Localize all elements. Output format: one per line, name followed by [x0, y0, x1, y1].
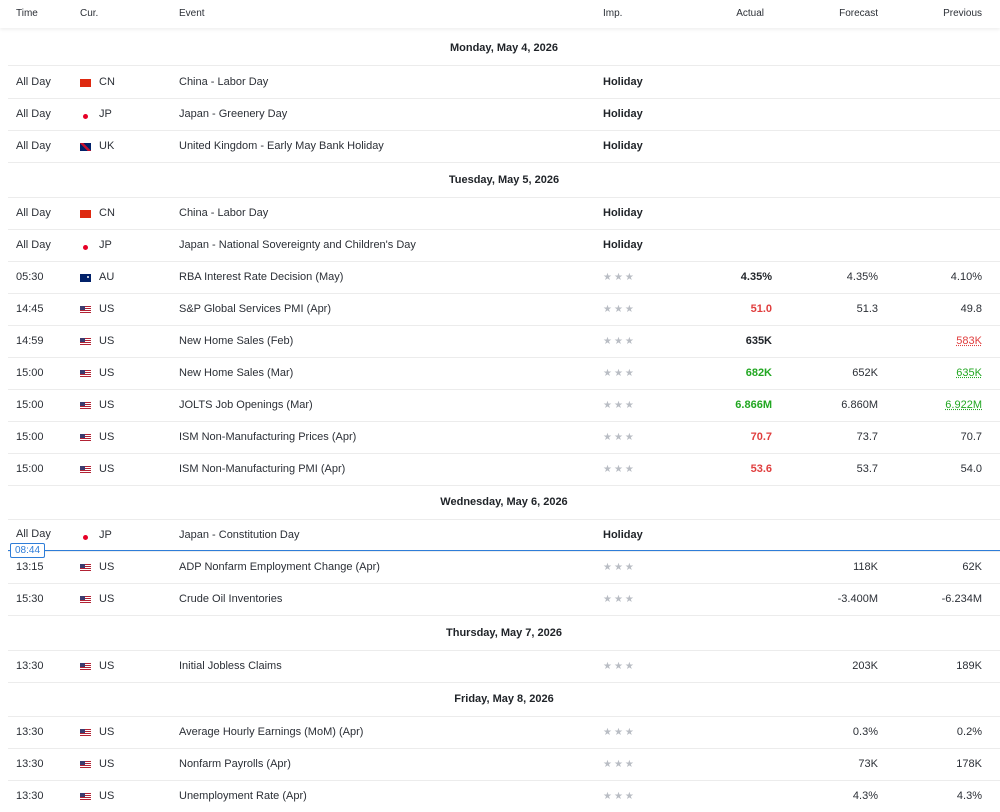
- table-row[interactable]: [8, 229, 1000, 262]
- table-row[interactable]: [8, 583, 1000, 616]
- event-currency: CN: [99, 207, 115, 219]
- event-name[interactable]: Japan - National Sovereignty and Children's Day: [179, 239, 416, 251]
- table-row[interactable]: [8, 293, 1000, 326]
- event-time: All Day: [16, 140, 51, 152]
- event-currency: CN: [99, 76, 115, 88]
- event-currency: US: [99, 660, 115, 672]
- event-previous: -6.234M: [941, 593, 982, 605]
- importance-stars-icon: ★★★: [603, 661, 636, 672]
- event-previous: 4.10%: [950, 271, 982, 283]
- flag-us-icon: [80, 662, 91, 675]
- event-forecast: 53.7: [856, 463, 878, 475]
- event-previous: 70.7: [960, 431, 982, 443]
- event-time: All Day: [16, 207, 51, 219]
- event-actual: 51.0: [750, 303, 772, 315]
- event-previous: 49.8: [960, 303, 982, 315]
- flag-us-icon: [80, 595, 91, 608]
- date-header: [8, 682, 1000, 717]
- flag-jp-icon: [80, 531, 88, 544]
- event-time: All Day: [16, 76, 51, 88]
- flag-au-icon: [80, 273, 91, 286]
- event-previous-revised[interactable]: 6.922M: [945, 399, 982, 411]
- event-name[interactable]: New Home Sales (Mar): [179, 367, 294, 379]
- event-previous-revised[interactable]: 635K: [956, 367, 982, 379]
- event-forecast: 4.3%: [852, 790, 878, 802]
- table-row[interactable]: [8, 519, 1000, 552]
- event-name[interactable]: China - Labor Day: [179, 207, 269, 219]
- table-row[interactable]: [8, 130, 1000, 163]
- event-name[interactable]: Japan - Greenery Day: [179, 108, 288, 120]
- importance-stars-icon: ★★★: [603, 791, 636, 802]
- event-forecast: 73K: [858, 758, 878, 770]
- event-time: 05:30: [16, 271, 44, 283]
- date-header: [8, 31, 1000, 66]
- event-importance: Holiday: [603, 207, 643, 219]
- event-currency: US: [99, 758, 115, 770]
- flag-us-icon: [80, 337, 91, 350]
- table-row[interactable]: [8, 98, 1000, 131]
- importance-stars-icon: ★★★: [603, 272, 636, 283]
- header-previous[interactable]: Previous: [943, 8, 982, 19]
- importance-stars-icon: ★★★: [603, 594, 636, 605]
- event-previous: 189K: [956, 660, 982, 672]
- event-currency: US: [99, 561, 115, 573]
- event-currency: AU: [99, 271, 115, 283]
- event-previous: 178K: [956, 758, 982, 770]
- event-name[interactable]: S&P Global Services PMI (Apr): [179, 303, 332, 315]
- event-currency: US: [99, 303, 115, 315]
- event-time: All Day: [16, 239, 51, 251]
- table-row[interactable]: [8, 716, 1000, 749]
- event-name[interactable]: ADP Nonfarm Employment Change (Apr): [179, 561, 380, 573]
- event-actual: 6.866M: [735, 399, 772, 411]
- event-currency: US: [99, 399, 115, 411]
- flag-us-icon: [80, 305, 91, 318]
- importance-stars-icon: ★★★: [603, 368, 636, 379]
- event-forecast: 6.860M: [841, 399, 878, 411]
- flag-us-icon: [80, 401, 91, 414]
- table-row[interactable]: [8, 325, 1000, 358]
- event-time: All Day: [16, 528, 51, 540]
- event-name[interactable]: Japan - Constitution Day: [179, 529, 300, 541]
- date-label: Thursday, May 7, 2026: [446, 627, 562, 639]
- flag-us-icon: [80, 792, 91, 805]
- event-previous: 62K: [962, 561, 982, 573]
- event-currency: US: [99, 593, 115, 605]
- event-importance: Holiday: [603, 239, 643, 251]
- table-row[interactable]: [8, 197, 1000, 230]
- header-currency[interactable]: Cur.: [80, 8, 99, 19]
- event-currency: JP: [99, 239, 112, 251]
- importance-stars-icon: ★★★: [603, 336, 636, 347]
- event-actual: 53.6: [750, 463, 772, 475]
- table-row[interactable]: [8, 421, 1000, 454]
- event-time: 14:59: [16, 335, 44, 347]
- event-time: All Day: [16, 108, 51, 120]
- date-header: [8, 485, 1000, 520]
- event-name[interactable]: Crude Oil Inventories: [179, 593, 283, 605]
- event-name[interactable]: Initial Jobless Claims: [179, 660, 282, 672]
- importance-stars-icon: ★★★: [603, 759, 636, 770]
- flag-us-icon: [80, 433, 91, 446]
- date-header: [8, 163, 1000, 198]
- flag-jp-icon: [80, 241, 88, 254]
- event-name[interactable]: ISM Non-Manufacturing Prices (Apr): [179, 431, 357, 443]
- event-name[interactable]: ISM Non-Manufacturing PMI (Apr): [179, 463, 346, 475]
- event-name[interactable]: China - Labor Day: [179, 76, 269, 88]
- event-importance: Holiday: [603, 529, 643, 541]
- current-time-badge: 08:44: [10, 543, 45, 558]
- table-row[interactable]: [8, 650, 1000, 683]
- event-name[interactable]: Nonfarm Payrolls (Apr): [179, 758, 291, 770]
- event-name[interactable]: United Kingdom - Early May Bank Holiday: [179, 140, 384, 152]
- event-time: 15:00: [16, 431, 44, 443]
- table-row[interactable]: [8, 551, 1000, 584]
- flag-us-icon: [80, 728, 91, 741]
- importance-stars-icon: ★★★: [603, 464, 636, 475]
- event-time: 15:00: [16, 367, 44, 379]
- event-importance: Holiday: [603, 76, 643, 88]
- flag-jp-icon: [80, 110, 88, 123]
- date-label: Friday, May 8, 2026: [454, 693, 554, 705]
- event-time: 13:30: [16, 726, 44, 738]
- event-importance: Holiday: [603, 140, 643, 152]
- current-time-line: [8, 550, 1000, 551]
- flag-cn-icon: [80, 78, 91, 91]
- table-row[interactable]: [8, 453, 1000, 486]
- table-row[interactable]: [8, 748, 1000, 781]
- event-name[interactable]: Unemployment Rate (Apr): [179, 790, 307, 802]
- event-forecast: 4.35%: [846, 271, 878, 283]
- importance-stars-icon: ★★★: [603, 562, 636, 573]
- event-currency: US: [99, 726, 115, 738]
- event-forecast: 203K: [852, 660, 878, 672]
- importance-stars-icon: ★★★: [603, 400, 636, 411]
- event-currency: US: [99, 463, 115, 475]
- importance-stars-icon: ★★★: [603, 304, 636, 315]
- importance-stars-icon: ★★★: [603, 432, 636, 443]
- flag-us-icon: [80, 369, 91, 382]
- event-currency: JP: [99, 108, 112, 120]
- event-forecast: 73.7: [856, 431, 878, 443]
- event-time: 13:30: [16, 758, 44, 770]
- event-time: 13:15: [16, 561, 44, 573]
- event-time: 15:00: [16, 399, 44, 411]
- table-row[interactable]: [8, 261, 1000, 294]
- importance-stars-icon: ★★★: [603, 727, 636, 738]
- event-previous: 0.2%: [956, 726, 982, 738]
- table-row[interactable]: [8, 66, 1000, 99]
- date-label: Monday, May 4, 2026: [449, 42, 558, 54]
- header-event[interactable]: Event: [179, 8, 205, 19]
- event-forecast: 51.3: [856, 303, 878, 315]
- flag-uk-icon: [80, 142, 91, 155]
- flag-cn-icon: [80, 209, 91, 222]
- event-name[interactable]: Average Hourly Earnings (MoM) (Apr): [179, 726, 364, 738]
- event-time: 15:30: [16, 593, 44, 605]
- event-previous-revised[interactable]: 583K: [956, 335, 982, 347]
- event-actual: 635K: [745, 335, 772, 347]
- header-time[interactable]: Time: [16, 8, 38, 19]
- event-actual: 4.35%: [740, 271, 772, 283]
- table-header: [0, 0, 1000, 28]
- flag-us-icon: [80, 563, 91, 576]
- table-row[interactable]: [8, 389, 1000, 422]
- date-label: Tuesday, May 5, 2026: [448, 174, 560, 186]
- event-currency: UK: [99, 140, 115, 152]
- header-actual[interactable]: Actual: [736, 8, 764, 19]
- date-label: Wednesday, May 6, 2026: [440, 496, 568, 508]
- event-forecast: 652K: [852, 367, 878, 379]
- table-row[interactable]: [8, 780, 1000, 812]
- event-importance: Holiday: [603, 108, 643, 120]
- event-currency: US: [99, 367, 115, 379]
- event-currency: JP: [99, 529, 112, 541]
- event-previous: 4.3%: [956, 790, 982, 802]
- event-currency: US: [99, 431, 115, 443]
- event-name[interactable]: JOLTS Job Openings (Mar): [179, 399, 313, 411]
- event-time: 13:30: [16, 660, 44, 672]
- table-row[interactable]: [8, 357, 1000, 390]
- event-forecast: -3.400M: [837, 593, 878, 605]
- date-header: [8, 616, 1000, 651]
- event-name[interactable]: New Home Sales (Feb): [179, 335, 294, 347]
- event-actual: 682K: [745, 367, 772, 379]
- flag-us-icon: [80, 465, 91, 478]
- flag-us-icon: [80, 760, 91, 773]
- event-currency: US: [99, 790, 115, 802]
- event-name[interactable]: RBA Interest Rate Decision (May): [179, 271, 344, 283]
- event-forecast: 0.3%: [852, 726, 878, 738]
- event-currency: US: [99, 335, 115, 347]
- header-importance[interactable]: Imp.: [603, 8, 623, 19]
- event-previous: 54.0: [960, 463, 982, 475]
- event-forecast: 118K: [853, 561, 878, 573]
- header-forecast[interactable]: Forecast: [839, 8, 878, 19]
- event-time: 13:30: [16, 790, 44, 802]
- event-actual: 70.7: [750, 431, 772, 443]
- event-time: 14:45: [16, 303, 44, 315]
- event-time: 15:00: [16, 463, 44, 475]
